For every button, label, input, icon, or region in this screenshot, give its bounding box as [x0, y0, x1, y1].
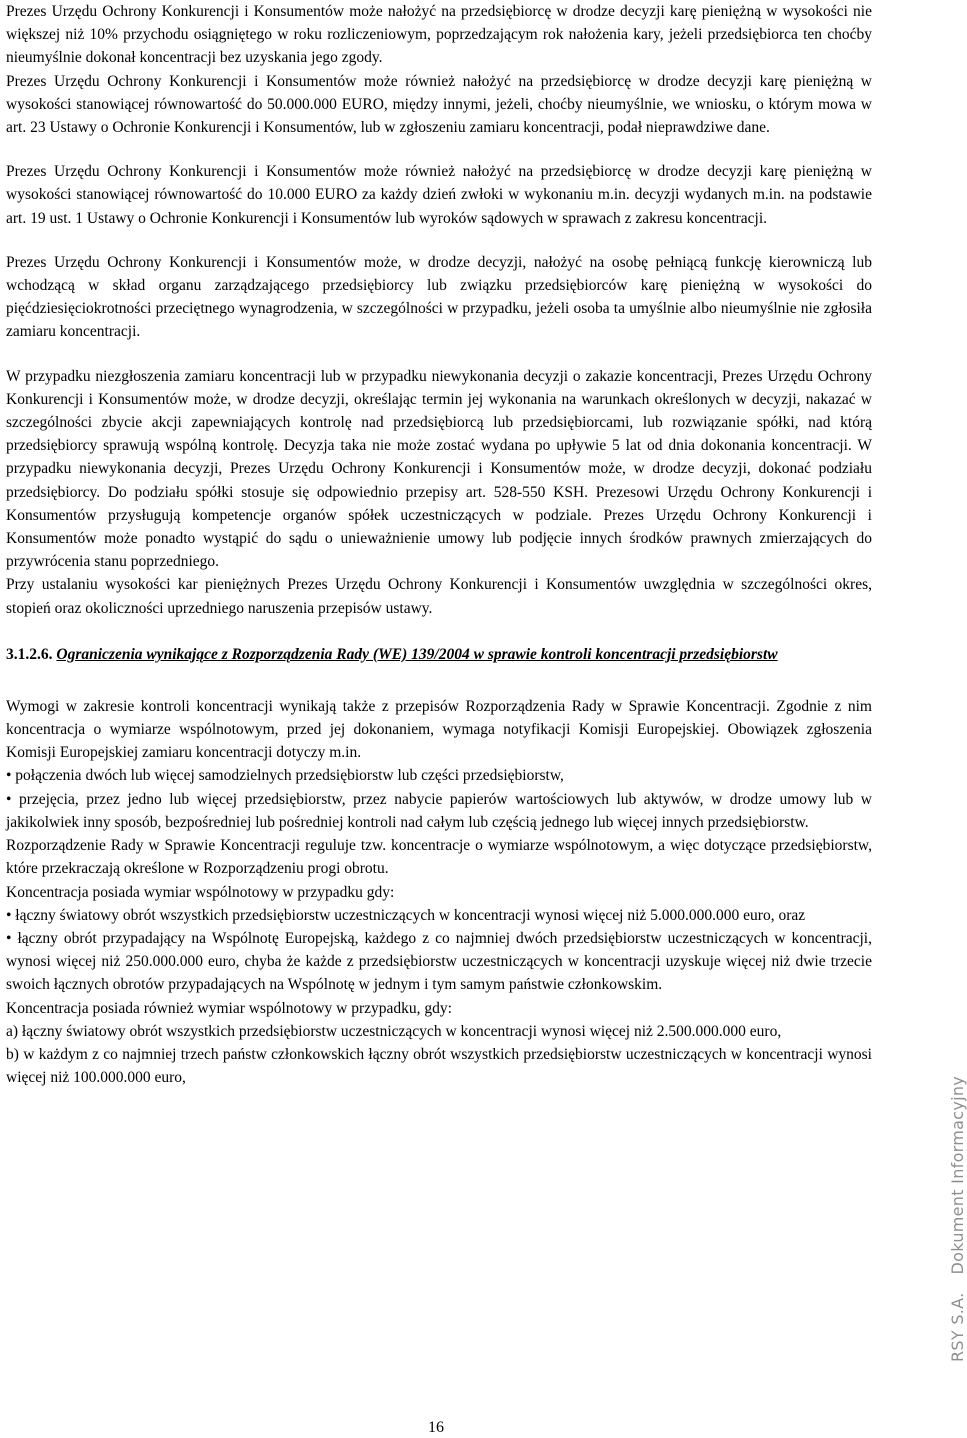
- list-item-b: b) w każdym z co najmniej trzech państw członkowskich łączny obrót wszystkich przedsiębiorstw uczestniczących w koncentracji wynosi więcej niż 100.000.000 euro,: [6, 1045, 872, 1087]
- section-intro: Wymogi w zakresie kontroli koncentracji wynikają także z przepisów Rozporządzenia Rady w Sprawie Koncentracji. Zgodnie z nim koncentracja o wymiarze wspólnotowym, przed jej dokonaniem, wymaga notyfikacji Komisji Europejskiej. Obowiązek zgłoszenia Komisji Europejskiej zamiaru koncentracji dotyczy m.in.: [6, 697, 872, 762]
- document-page: [6, 0, 872, 1089]
- page-number: 16: [428, 1419, 444, 1436]
- paragraph-penalty-50m-euro: Prezes Urzędu Ochrony Konkurencji i Konsumentów może również nałożyć na przedsiębiorcę w drodze decyzji karę pieniężną w wysokości stanowiącej równowartość do 50.000.000 EURO, między innymi, jeżeli, choćby nieumyślnie, we wniosku, o którym mowa w art. 23 Ustawy o Ochronie Konkurencji i Konsumentów, lub w zgłoszeniu zamiaru koncentracji, podał nieprawdziwe dane.: [6, 72, 872, 137]
- section-title: Ograniczenia wynikające z Rozporządzenia Rady (WE) 139/2004 w sprawie kontroli koncentracji przedsiębiorstw: [56, 645, 778, 663]
- paragraph-community-dimension: Rozporządzenie Rady w Sprawie Koncentracji reguluje tzw. koncentracje o wymiarze wspólnotowym, a więc dotyczące przedsiębiorstw, które przekraczają określone w Rozporządzeniu progi obrotu.: [6, 837, 872, 878]
- paragraph-failure-to-notify: W przypadku niezgłoszenia zamiaru koncentracji lub w przypadku niewykonania decyzji o zakazie koncentracji, Prezes Urzędu Ochrony Konkurencji i Konsumentów może, w drodze decyzji, określając termin jej wykonania na warunkach określonych w decyzji, nakazać w szczególności zbycie akcji zapewniających kontrolę nad przedsiębiorcą lub przedsiębiorcami, lub rozwiązanie spółki, nad którą przedsiębiorcy sprawują wspólną kontrolę. Decyzja taka nie może zostać wydana po upływie 5 lat od dnia dokonania koncentracji. W przypadku niewykonania decyzji, Prezes Urzędu Ochrony Konkurencji i Konsumentów może, w drodze decyzji, dokonać podziału przedsiębiorcy. Do podziału spółki stosuje się odpowiednio przepisy art. 528-550 KSH. Prezesowi Urzędu Ochrony Konkurencji i Konsumentów przysługują kompetencje organów spółek uczestniczących w podziale. Prezes Urzędu Ochrony Konkurencji i Konsumentów może ponadto wystąpić do sądu o unieważnienie umowy lub podjęcie innych środków prawnych zmierzających do przywrócenia stanu poprzedniego.: [6, 367, 872, 571]
- company-name: RSY S.A.: [948, 1292, 967, 1362]
- section-number: 3.1.2.6.: [6, 645, 53, 663]
- side-watermark-label: [948, 1076, 967, 1362]
- paragraph-penalty-criteria: Przy ustalaniu wysokości kar pieniężnych Prezes Urzędu Ochrony Konkurencji i Konsumentów uwzględnia w szczególności okres, stopień oraz okoliczności uprzedniego naruszenia przepisów ustawy.: [6, 576, 872, 617]
- list-item-world-turnover: • łączny światowy obrót wszystkich przedsiębiorstw uczestniczących w koncentracji wynosi więcej niż 5.000.000.000 euro, oraz: [6, 906, 806, 924]
- paragraph-penalty-10-percent: Prezes Urzędu Ochrony Konkurencji i Konsumentów może nałożyć na przedsiębiorcę w drodze decyzji karę pieniężną w wysokości nie większej niż 10% przychodu osiągniętego w roku rozliczeniowym, poprzedzającym rok nałożenia kary, jeżeli przedsiębiorca ten choćby nieumyślnie dokonał koncentracji bez uzyskania jego zgody.: [6, 3, 872, 67]
- section-heading: [6, 641, 872, 669]
- list-item-acquisition: • przejęcia, przez jedno lub więcej przedsiębiorstw, przez nabycie papierów wartościowych lub aktywów, w drodze umowy lub w jakikolwiek inny sposób, bezpośredniej lub pośredniej kontroli nad całym lub częścią jednego lub więcej innych przedsiębiorstw.: [6, 790, 872, 831]
- list-item-community-turnover: • łączny obrót przypadający na Wspólnotę Europejską, każdego z co najmniej dwóch przedsiębiorstw uczestniczących w koncentracji, wynosi więcej niż 250.000.000 euro, chyba że każde z przedsiębiorstw uczestniczących w koncentracji uzyskuje więcej niż dwie trzecie swoich łącznych obrotów przypadających na Wspólnotę w jednym i tym samym państwie członkowskim.: [6, 929, 872, 994]
- paragraph-penalty-management: Prezes Urzędu Ochrony Konkurencji i Konsumentów może, w drodze decyzji, nałożyć na osobę pełniącą funkcję kierowniczą lub wchodzącą w skład organu zarządzającego przedsiębiorcy lub związku przedsiębiorców karę pieniężną w wysokości do pięćdziesięciokrotności przeciętnego wynagrodzenia, w szczególności w przypadku, jeżeli osoba ta umyślnie albo nieumyślnie nie zgłosiła zamiaru koncentracji.: [6, 253, 872, 341]
- document-type: Dokument Informacyjny: [948, 1075, 967, 1275]
- list-item-merger: • połączenia dwóch lub więcej samodzielnych przedsiębiorstw lub części przedsiębiorstw,: [6, 767, 564, 785]
- paragraph-condition-intro: Koncentracja posiada wymiar wspólnotowy w przypadku gdy:: [6, 883, 395, 901]
- paragraph-penalty-daily-delay: Prezes Urzędu Ochrony Konkurencji i Konsumentów może również nałożyć na przedsiębiorcę w drodze decyzji karę pieniężną w wysokości stanowiącej równowartość do 10.000 EURO za każdy dzień zwłoki w wykonaniu m.in. decyzji wydanych m.in. na podstawie art. 19 ust. 1 Ustawy o Ochronie Konkurencji i Konsumentów lub wyroków sądowych w sprawach z zakresu koncentracji.: [6, 163, 872, 227]
- paragraph-alt-condition-intro: Koncentracja posiada również wymiar wspólnotowy w przypadku, gdy:: [6, 999, 452, 1017]
- list-item-a: a) łączny światowy obrót wszystkich przedsiębiorstw uczestniczących w koncentracji wynosi więcej niż 2.500.000.000 euro,: [6, 1022, 782, 1040]
